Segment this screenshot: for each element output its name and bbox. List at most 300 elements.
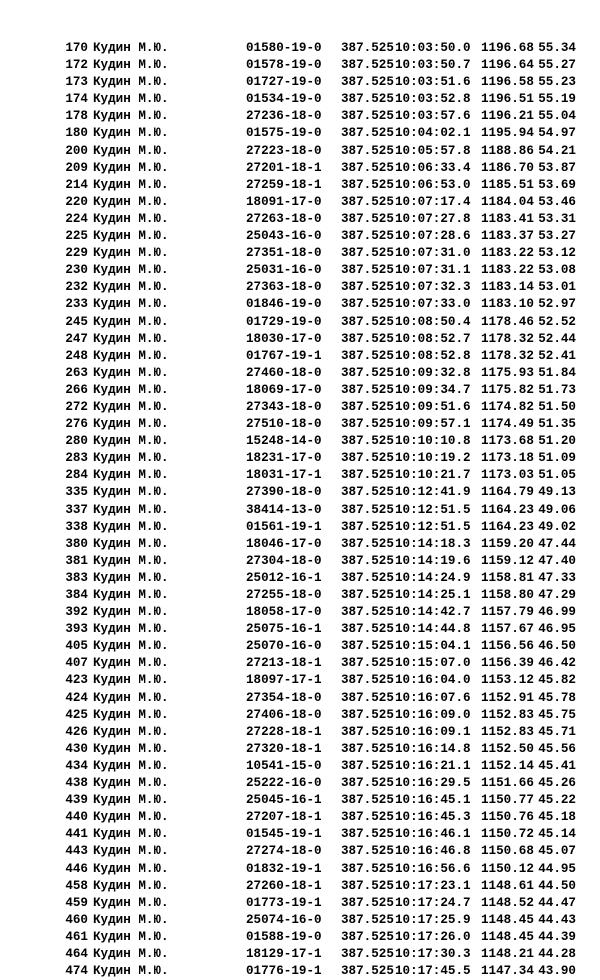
table-row [64,365,584,382]
row-ring-number: 25045-16-1 [246,793,322,808]
row-arrival-time: 10:16:46.8 [395,844,471,859]
row-speed: 1150.77 [481,793,534,808]
table-row [64,519,584,536]
row-points: 49.02 [538,519,576,534]
row-owner: Кудин М.Ю. [93,92,169,107]
row-place: 441 [65,827,88,842]
row-place: 443 [65,844,88,859]
row-ring-number: 27255-18-0 [246,588,322,602]
row-arrival-time: 10:08:50.4 [395,314,471,329]
table-row [64,467,584,484]
row-owner: Кудин М.Ю. [93,194,169,209]
row-ring-number: 15248-14-0 [246,434,322,449]
row-arrival-time: 10:12:51.5 [395,519,471,534]
row-owner: Кудин М.Ю. [93,707,169,722]
row-place: 458 [65,878,88,893]
row-arrival-time: 10:16:45.1 [395,793,471,808]
row-owner: Кудин М.Ю. [93,656,169,671]
row-speed: 1178.32 [481,348,534,363]
row-owner: Кудин М.Ю. [93,75,169,90]
table-row [64,331,584,348]
row-place: 247 [65,331,88,346]
table-row [64,211,584,228]
table-row [64,296,584,313]
row-place: 393 [65,622,88,637]
row-speed: 1159.12 [481,553,534,568]
row-speed: 1175.93 [481,365,534,380]
row-ring-number: 18097-17-1 [246,673,322,688]
row-distance: 387.525 [341,348,394,363]
row-points: 44.39 [538,929,576,944]
table-row [64,416,584,433]
row-place: 200 [65,143,88,158]
row-points: 51.35 [538,417,576,432]
row-arrival-time: 10:04:02.1 [395,126,471,141]
row-ring-number: 01727-19-0 [246,75,322,90]
row-place: 459 [65,895,88,910]
row-speed: 1183.22 [481,263,534,278]
row-place: 405 [65,639,88,654]
row-speed: 1186.70 [481,160,534,175]
row-distance: 387.525 [341,707,394,722]
row-ring-number: 01561-19-1 [246,519,322,534]
table-row [64,604,584,621]
row-distance: 387.525 [341,622,394,637]
row-distance: 387.525 [341,314,394,329]
row-points: 49.13 [538,485,576,500]
row-points: 44.28 [538,946,576,961]
row-owner: Кудин М.Ю. [93,297,169,312]
row-place: 172 [65,58,88,73]
row-distance: 387.525 [341,724,394,739]
row-distance: 387.525 [341,331,394,346]
row-speed: 1195.94 [481,126,534,141]
row-points: 53.12 [538,246,576,261]
table-row [64,724,584,741]
row-points: 55.27 [538,58,576,73]
row-speed: 1164.79 [481,485,534,500]
row-ring-number: 01767-19-1 [246,348,322,363]
row-ring-number: 18058-17-0 [246,605,322,620]
row-arrival-time: 10:03:57.6 [395,109,471,124]
row-owner: Кудин М.Ю. [93,58,169,73]
row-distance: 387.525 [341,92,394,107]
row-ring-number: 27351-18-0 [246,246,322,261]
row-ring-number: 27263-18-0 [246,211,322,226]
row-ring-number: 01578-19-0 [246,58,322,73]
row-place: 276 [65,417,88,432]
row-ring-number: 27260-18-1 [246,878,322,893]
row-distance: 387.525 [341,126,394,141]
row-place: 425 [65,707,88,722]
row-speed: 1178.32 [481,331,534,346]
table-row [64,262,584,279]
row-ring-number: 01588-19-0 [246,929,322,944]
row-place: 284 [65,468,88,483]
row-owner: Кудин М.Ю. [93,776,169,791]
row-distance: 387.525 [341,946,394,961]
row-ring-number: 25012-16-1 [246,570,322,585]
row-place: 426 [65,724,88,739]
table-row [64,621,584,638]
row-owner: Кудин М.Ю. [93,314,169,329]
row-points: 54.97 [538,126,576,141]
table-row [64,963,584,980]
row-speed: 1173.03 [481,468,534,483]
row-ring-number: 18031-17-1 [246,468,322,483]
row-speed: 1188.86 [481,143,534,158]
row-place: 174 [65,92,88,107]
row-place: 263 [65,365,88,380]
row-place: 232 [65,280,88,295]
row-speed: 1183.41 [481,211,534,226]
table-row [64,314,584,331]
row-arrival-time: 10:16:56.6 [395,861,471,876]
row-points: 44.50 [538,878,576,893]
row-speed: 1159.20 [481,536,534,551]
row-owner: Кудин М.Ю. [93,570,169,585]
table-row [64,91,584,108]
row-ring-number: 18046-17-0 [246,536,322,551]
table-row [64,946,584,963]
row-place: 229 [65,246,88,261]
row-distance: 387.525 [341,570,394,585]
row-owner: Кудин М.Ю. [93,109,169,124]
row-speed: 1156.56 [481,639,534,654]
table-row [64,382,584,399]
table-row [64,912,584,929]
table-row [64,690,584,707]
table-row [64,638,584,655]
row-speed: 1158.80 [481,588,534,602]
row-arrival-time: 10:16:04.0 [395,673,471,688]
row-speed: 1150.72 [481,827,534,842]
row-distance: 387.525 [341,758,394,773]
row-distance: 387.525 [341,75,394,90]
row-place: 248 [65,348,88,363]
row-owner: Кудин М.Ю. [93,417,169,432]
row-owner: Кудин М.Ю. [93,211,169,226]
table-row [64,245,584,262]
table-row [64,861,584,878]
row-owner: Кудин М.Ю. [93,588,169,602]
row-ring-number: 27274-18-0 [246,844,322,859]
row-place: 173 [65,75,88,90]
row-ring-number: 01832-19-1 [246,861,322,876]
row-points: 45.82 [538,673,576,688]
row-speed: 1150.68 [481,844,534,859]
table-row [64,228,584,245]
row-place: 170 [65,41,88,55]
row-distance: 387.525 [341,109,394,124]
row-distance: 387.525 [341,519,394,534]
row-arrival-time: 10:03:51.6 [395,75,471,90]
row-distance: 387.525 [341,58,394,73]
row-points: 47.29 [538,588,576,602]
row-place: 474 [65,964,88,979]
row-ring-number: 25031-16-0 [246,263,322,278]
row-arrival-time: 10:16:45.3 [395,810,471,825]
row-ring-number: 10541-15-0 [246,758,322,773]
row-arrival-time: 10:16:14.8 [395,741,471,756]
row-points: 44.95 [538,861,576,876]
row-ring-number: 27460-18-0 [246,365,322,380]
row-distance: 387.525 [341,793,394,808]
row-ring-number: 27406-18-0 [246,707,322,722]
row-speed: 1148.21 [481,946,534,961]
row-owner: Кудин М.Ю. [93,810,169,825]
row-speed: 1174.49 [481,417,534,432]
row-points: 55.19 [538,92,576,107]
row-points: 46.42 [538,656,576,671]
row-ring-number: 27201-18-1 [246,160,322,175]
row-points: 47.33 [538,570,576,585]
row-owner: Кудин М.Ю. [93,382,169,397]
row-place: 338 [65,519,88,534]
row-speed: 1183.37 [481,229,534,244]
row-distance: 387.525 [341,365,394,380]
row-distance: 387.525 [341,485,394,500]
row-place: 440 [65,810,88,825]
row-arrival-time: 10:14:42.7 [395,605,471,620]
table-row [64,399,584,416]
table-row [64,177,584,194]
row-owner: Кудин М.Ю. [93,41,169,55]
row-arrival-time: 10:07:27.8 [395,211,471,226]
row-distance: 387.525 [341,280,394,295]
table-row [64,878,584,895]
row-ring-number: 01729-19-0 [246,314,322,329]
row-owner: Кудин М.Ю. [93,502,169,517]
row-arrival-time: 10:17:24.7 [395,895,471,910]
row-place: 384 [65,588,88,602]
row-points: 52.44 [538,331,576,346]
row-owner: Кудин М.Ю. [93,177,169,192]
row-speed: 1150.12 [481,861,534,876]
row-speed: 1157.67 [481,622,534,637]
row-speed: 1150.76 [481,810,534,825]
row-points: 46.99 [538,605,576,620]
row-speed: 1196.64 [481,58,534,73]
row-place: 209 [65,160,88,175]
row-distance: 387.525 [341,553,394,568]
row-ring-number: 18129-17-1 [246,946,322,961]
row-arrival-time: 10:16:09.1 [395,724,471,739]
row-ring-number: 18069-17-0 [246,382,322,397]
row-ring-number: 01776-19-1 [246,964,322,979]
row-points: 53.08 [538,263,576,278]
row-place: 381 [65,553,88,568]
row-arrival-time: 10:07:17.4 [395,194,471,209]
row-speed: 1185.51 [481,177,534,192]
table-row [64,587,584,604]
row-arrival-time: 10:17:45.5 [395,964,471,979]
row-owner: Кудин М.Ю. [93,878,169,893]
row-points: 51.20 [538,434,576,449]
row-ring-number: 25043-16-0 [246,229,322,244]
row-distance: 387.525 [341,912,394,927]
table-row [64,707,584,724]
row-arrival-time: 10:10:21.7 [395,468,471,483]
row-ring-number: 27259-18-1 [246,177,322,192]
row-distance: 387.525 [341,502,394,517]
row-ring-number: 27354-18-0 [246,690,322,705]
row-place: 224 [65,211,88,226]
row-speed: 1173.18 [481,451,534,466]
row-owner: Кудин М.Ю. [93,536,169,551]
row-owner: Кудин М.Ю. [93,690,169,705]
row-arrival-time: 10:16:07.6 [395,690,471,705]
row-place: 464 [65,946,88,961]
results-table [64,40,584,980]
row-points: 45.26 [538,776,576,791]
row-ring-number: 27223-18-0 [246,143,322,158]
row-place: 266 [65,382,88,397]
row-distance: 387.525 [341,263,394,278]
row-arrival-time: 10:17:30.3 [395,946,471,961]
row-points: 51.50 [538,399,576,414]
row-place: 439 [65,793,88,808]
table-row [64,108,584,125]
row-distance: 387.525 [341,246,394,261]
row-arrival-time: 10:16:09.0 [395,707,471,722]
table-row [64,57,584,74]
row-ring-number: 01534-19-0 [246,92,322,107]
row-speed: 1147.34 [481,964,534,979]
row-arrival-time: 10:07:28.6 [395,229,471,244]
row-owner: Кудин М.Ю. [93,348,169,363]
row-place: 380 [65,536,88,551]
row-speed: 1148.45 [481,912,534,927]
row-speed: 1196.21 [481,109,534,124]
row-arrival-time: 10:08:52.7 [395,331,471,346]
row-ring-number: 01580-19-0 [246,41,322,55]
row-owner: Кудин М.Ю. [93,280,169,295]
row-points: 45.78 [538,690,576,705]
row-points: 55.34 [538,41,576,55]
row-owner: Кудин М.Ю. [93,229,169,244]
row-speed: 1156.39 [481,656,534,671]
row-points: 51.73 [538,382,576,397]
table-row [64,809,584,826]
row-arrival-time: 10:17:25.9 [395,912,471,927]
row-owner: Кудин М.Ю. [93,263,169,278]
row-arrival-time: 10:16:46.1 [395,827,471,842]
table-row [64,536,584,553]
row-distance: 387.525 [341,878,394,893]
row-points: 51.84 [538,365,576,380]
row-speed: 1196.58 [481,75,534,90]
row-points: 45.14 [538,827,576,842]
row-ring-number: 01545-19-1 [246,827,322,842]
row-distance: 387.525 [341,417,394,432]
row-arrival-time: 10:14:19.6 [395,553,471,568]
table-row [64,348,584,365]
row-place: 233 [65,297,88,312]
row-points: 47.40 [538,553,576,568]
row-speed: 1148.61 [481,878,534,893]
row-owner: Кудин М.Ю. [93,724,169,739]
row-distance: 387.525 [341,895,394,910]
table-row [64,741,584,758]
row-speed: 1152.83 [481,724,534,739]
row-distance: 387.525 [341,776,394,791]
row-speed: 1196.68 [481,41,534,55]
row-arrival-time: 10:12:51.5 [395,502,471,517]
row-points: 49.06 [538,502,576,517]
row-place: 460 [65,912,88,927]
row-ring-number: 27213-18-1 [246,656,322,671]
row-ring-number: 25222-16-0 [246,776,322,791]
row-points: 51.09 [538,451,576,466]
row-speed: 1196.51 [481,92,534,107]
row-speed: 1175.82 [481,382,534,397]
row-arrival-time: 10:12:41.9 [395,485,471,500]
row-arrival-time: 10:09:32.8 [395,365,471,380]
table-row [64,484,584,501]
row-ring-number: 27510-18-0 [246,417,322,432]
row-speed: 1183.14 [481,280,534,295]
row-arrival-time: 10:17:26.0 [395,929,471,944]
row-place: 225 [65,229,88,244]
row-distance: 387.525 [341,861,394,876]
row-speed: 1183.10 [481,297,534,312]
row-owner: Кудин М.Ю. [93,622,169,637]
row-arrival-time: 10:14:44.8 [395,622,471,637]
row-distance: 387.525 [341,827,394,842]
row-speed: 1183.22 [481,246,534,261]
row-arrival-time: 10:06:53.0 [395,177,471,192]
row-owner: Кудин М.Ю. [93,946,169,961]
row-owner: Кудин М.Ю. [93,399,169,414]
row-arrival-time: 10:07:31.1 [395,263,471,278]
row-place: 335 [65,485,88,500]
row-place: 280 [65,434,88,449]
row-ring-number: 27363-18-0 [246,280,322,295]
row-ring-number: 01773-19-1 [246,895,322,910]
row-owner: Кудин М.Ю. [93,468,169,483]
row-ring-number: 18030-17-0 [246,331,322,346]
row-ring-number: 27304-18-0 [246,553,322,568]
row-distance: 387.525 [341,588,394,602]
row-points: 55.04 [538,109,576,124]
row-arrival-time: 10:15:04.1 [395,639,471,654]
row-speed: 1173.68 [481,434,534,449]
row-ring-number: 27228-18-1 [246,724,322,739]
row-speed: 1184.04 [481,194,534,209]
table-row [64,433,584,450]
row-speed: 1178.46 [481,314,534,329]
row-ring-number: 27320-18-1 [246,741,322,756]
row-distance: 387.525 [341,964,394,979]
row-arrival-time: 10:03:50.0 [395,41,471,55]
row-place: 461 [65,929,88,944]
row-place: 434 [65,758,88,773]
row-points: 46.50 [538,639,576,654]
row-points: 53.27 [538,229,576,244]
row-arrival-time: 10:14:18.3 [395,536,471,551]
row-arrival-time: 10:03:52.8 [395,92,471,107]
row-owner: Кудин М.Ю. [93,519,169,534]
row-place: 180 [65,126,88,141]
row-owner: Кудин М.Ю. [93,895,169,910]
table-row [64,279,584,296]
row-place: 178 [65,109,88,124]
row-owner: Кудин М.Ю. [93,827,169,842]
row-owner: Кудин М.Ю. [93,365,169,380]
row-place: 272 [65,399,88,414]
row-arrival-time: 10:15:07.0 [395,656,471,671]
